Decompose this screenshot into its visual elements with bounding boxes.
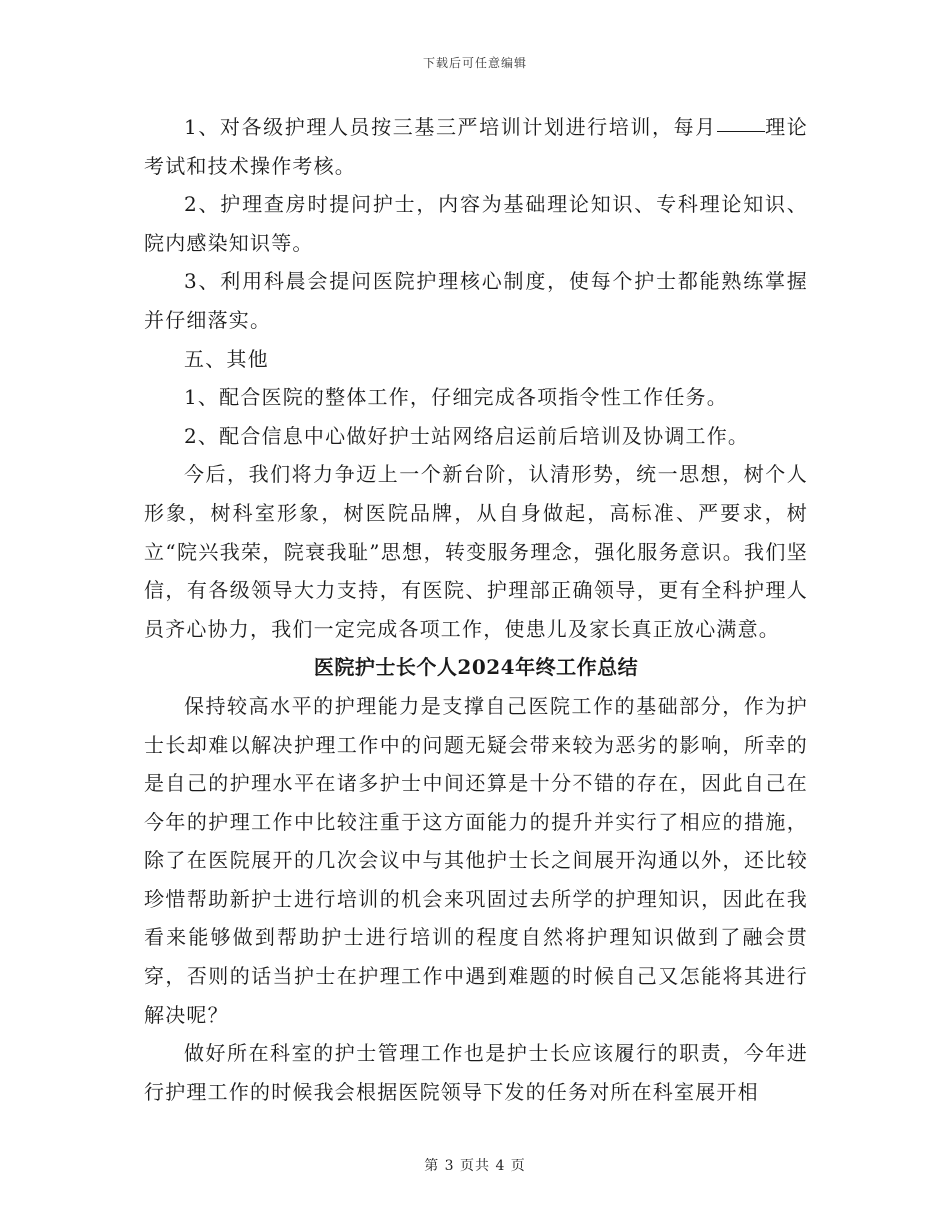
page-number: 第 3 页共 4 页 (424, 1158, 526, 1174)
paragraph-future-outlook: 今后，我们将力争迈上一个新台阶，认清形势，统一思想，树个人形象，树科室形象，树医院品牌，从自身做起，高标准、严要求，树立“院兴我荣，院衰我耻”思想，转变服务理念，强化服务意识。我们坚信，有各级领导大力支持，有医院、护理部正确领导，更有全科护理人员齐心协力，我们一定完成各项工作，使患儿及家长真正放心满意。 (144, 462, 808, 641)
paragraph-cooperate-info-center: 2、配合信息中心做好护士站网络启运前后培训及协调工作。 (184, 423, 750, 448)
paragraph-morning-meeting: 3、利用科晨会提问医院护理核心制度，使每个护士都能熟练掌握并仔细落实。 (144, 269, 808, 332)
paragraph-nursing-ability: 保持较高水平的护理能力是支撑自己医院工作的基础部分，作为护士长却难以解决护理工作中的问题无疑会带来较为恶劣的影响，所幸的是自己的护理水平在诸多护士中间还算是十分不错的存在，因此自己在今年的护理工作中比较注重于这方面能力的提升并实行了相应的措施，除了在医院展开的几次会议中与其他护士长之间展开沟通以外，还比较珍惜帮助新护士进行培训的机会来巩固过去所学的护理知识，因此在我看来能够做到帮助护士进行培训的程度自然将护理知识做到了融会贯穿，否则的话当护士在护理工作中遇到难题的时候自己又怎能将其进行解决呢？ (144, 693, 808, 1027)
fill-in-blank (717, 130, 765, 132)
document-title: 医院护士长个人2024年终工作总结 (313, 655, 639, 680)
paragraph-training-part1: 1、对各级护理人员按三基三严培训计划进行培训，每月 (184, 115, 717, 139)
paragraph-nurse-management: 做好所在科室的护士管理工作也是护士长应该履行的职责，今年进行护理工作的时候我会根据医院领导下发的任务对所在科室展开相 (144, 1041, 808, 1104)
section-heading-other: 五、其他 (184, 346, 269, 371)
page-header-note: 下载后可任意编辑 (422, 56, 527, 70)
paragraph-training (144, 108, 808, 185)
paragraph-training-part2: 理论考试和技术操作考核。 (144, 115, 808, 178)
paragraph-ward-round: 2、护理查房时提问护士，内容为基础理论知识、专科理论知识、院内感染知识等。 (144, 192, 808, 255)
document-body (144, 108, 808, 1111)
paragraph-cooperate-hospital: 1、配合医院的整体工作，仔细完成各项指令性工作任务。 (184, 385, 728, 410)
